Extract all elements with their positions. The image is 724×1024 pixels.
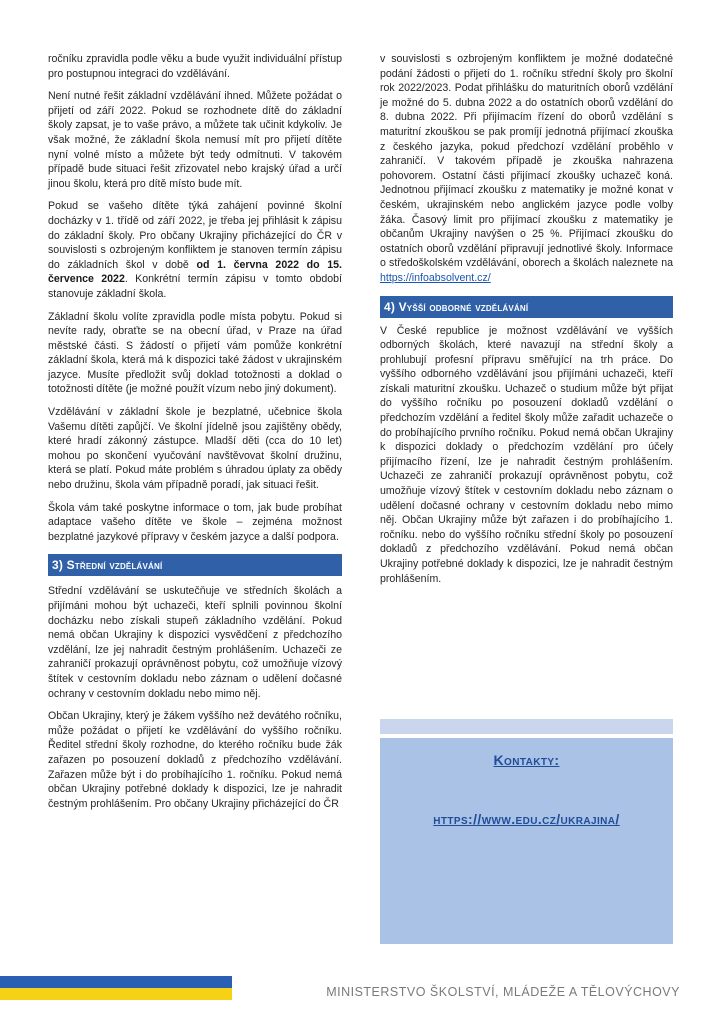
infoabsolvent-link[interactable]: https://infoabsolvent.cz/	[380, 271, 491, 284]
paragraph-choose-school: Základní školu volíte zpravidla podle místa pobytu. Pokud si nevíte rady, obraťte se na obecní úřad, v Praze na úřad městské části. S žádostí o přijetí vám pomůže konkrétní základní škola, která má k dispozici také žádost v ukrajinském jazyce. Musíte předložit svůj doklad totožnosti a doklad o totožnosti dítěte (je možné použít vízum nebo jiný dokument).	[48, 310, 342, 396]
enrollment-dates: od 1. června 2022 do 15. července 2022	[48, 258, 342, 286]
contacts-link[interactable]: https://www.edu.cz/ukrajina/	[433, 811, 620, 827]
paragraph-basic-education-timing: Není nutné řešit základní vzdělávání ihned. Můžete požádat o přijetí od září 2022. Pokud se rozhodnete dítě do základní školy zapsat, je to vaše právo, a můžete tak učinit kdykoliv. Je však možné, že základní škola nemusí mít pro přijetí dítěte nyní volné místo a můžete být tedy odmítnuti. V takovém případě bude situaci řešit zřizovatel nebo krajský úřad a určí jinou školu, která pro dítě místo bude mít.	[48, 90, 342, 190]
paragraph-secondary-education: Střední vzdělávání se uskutečňuje ve středních školách a přijímáni mohou být uchazeči, kteří splnili povinnou školní docházku nebo získali stupeň základního vzdělání. Pokud nemá občan Ukrajiny k dispozici vysvědčení z předchozího vzdělání, lze jej nahradit čestným prohlášením. Uchazeči ze zahraničí prokazují oprávněnost pobytu, což umožňuje vízový štítek v cestovním dokladu nebo záznam o udělení dočasné ochrany v cestovním dokladu nebo mimo něj.	[48, 585, 342, 700]
section-heading-secondary-education: 3) Střední vzdělávání	[48, 554, 342, 576]
paragraph-adaptation: Škola vám také poskytne informace o tom, jak bude probíhat adaptace vašeho dítěte ve škole – zejména možnost bezplatné jazykové přípravy v českém jazyce a další podpora.	[48, 501, 342, 543]
flag-stripe-blue	[0, 976, 232, 988]
right-column	[380, 52, 673, 586]
contacts-top-stripe	[380, 719, 673, 734]
secondary-application-text: v souvislosti s ozbrojeným konfliktem je možné dodatečné podání žádosti o přijetí do 1. ročníku střední školy pro školní rok 2022/2023. Podat přihlášku do maturitních oborů vzdělání je možné do 5. dubna 2022 a do ostatních oborů vzdělání do 8. dubna 2022. Při přijímacím řízení do oborů vzdělání s maturitní zkouškou se pak promíjí jednotná přijímací zkouška z českého jazyka, pokud předchozí vzdělání proběhlo v zahraničí. V takovém případě je zkouška nahrazena pohovorem. Ostatní části přijímací zkoušky uchazeč koná. Jednotnou přijímací zkoušku z matematiky je možné konat v českém, ukrajinském nebo anglickém jazyce podle volby žáka. Časový limit pro přijímací zkoušku z matematiky je občanům Ukrajiny navýšen o 25 %. Přijímací zkoušku do ostatních oborů vzdělání připravují jednotlivé školy. Informace o středoškolském vzdělávání, oborech a školách naleznete na	[380, 53, 673, 270]
flag-stripe-yellow	[0, 988, 232, 1000]
enrollment-text-b: . Konkrétní termín zápisu v tomto období stanovuje základní škola.	[48, 273, 342, 300]
enrollment-text-a: Pokud se vašeho dítěte týká zahájení povinné školní docházky v 1. třídě od září 2022, je třeba jej přihlásit k zápisu do základní školy. Pro občany Ukrajiny přicházející do ČR v souvislosti s ozbrojeným konfliktem je stanoven termín zápisu do základních škol v době	[48, 200, 342, 271]
section-heading-higher-vocational: 4) Vyšší odborné vzdělávání	[380, 296, 673, 318]
paragraph-higher-vocational: V České republice je možnost vzdělávání ve vyšších odborných školách, které navazují na střední školy a prohlubují profesní přípravu směřující na trh práce. Do vyššího odborného vzdělávání jsou přijímáni uchazeči, kteří získali maturitní zkoušku. Uchazeč o studium může být přijat do vyššího ročníku po posouzení dokladů vzdělání o předchozím vzdělání a ředitel školy může zařadit uchazeče o do probíhajícího prvního ročníku. Pokud nemá občan Ukrajiny k dispozici doklady o předchozím vzdělání pro účely přijímacího řízení, lze je nahradit čestným prohlášením. Uchazeči ze zahraničí prokazují oprávněnost pobytu, což umožňuje vízový štítek v cestovním dokladu nebo záznam o udělení dočasné ochrany v cestovním dokladu nebo mimo něj. Občan Ukrajiny může být zařazen i do probíhajícího 1. ročníku. nebo do vyššího ročníku střední školy po posouzení dokladů z předchozího vzdělávání. Pokud nemá občan Ukrajiny potřebné doklady k dispozici, lze je nahradit čestným prohlášením.	[380, 324, 673, 585]
paragraph-integration: ročníku zpravidla podle věku a bude využit individuální přístup pro postupnou integraci do vzdělávání.	[48, 53, 342, 80]
contacts-title: Kontakty:	[493, 752, 560, 768]
paragraph-higher-grade-admission: Občan Ukrajiny, který je žákem vyššího než devátého ročníku, může požádat o přijetí ke vzdělávání do vyššího ročníku. Ředitel střední školy rozhodne, do kterého ročníku bude žák zařazen po posouzení dokladů z předchozího vzdělávání. Zařazen může být i do probíhajícího 1. ročníku. Pokud nemá občan Ukrajiny potřebné doklady k dispozici, lze je nahradit čestným prohlášením. Pro občany Ukrajiny přicházející do ČR	[48, 710, 342, 810]
paragraph-enrollment	[48, 199, 342, 301]
paragraph-free-education: Vzdělávání v základní škole je bezplatné, učebnice škola Vašemu dítěti zapůjčí. Ve školní jídelně jsou zajištěny obědy, které hradí zákonný zástupce. Mladší děti (cca do 10 let) mohou po skončení vyučování navštěvovat školní družinu, která se platí. Pokud máte problém s úhradou úplaty za obědy nebo družinu, škola vám případně poradí, jak situaci řešit.	[48, 406, 342, 492]
left-column	[48, 52, 342, 819]
paragraph-secondary-application	[380, 52, 673, 286]
contacts-box	[380, 738, 673, 944]
ministry-footer: MINISTERSTVO ŠKOLSTVÍ, MLÁDEŽE A TĚLOVÝCHOVY	[326, 985, 680, 999]
